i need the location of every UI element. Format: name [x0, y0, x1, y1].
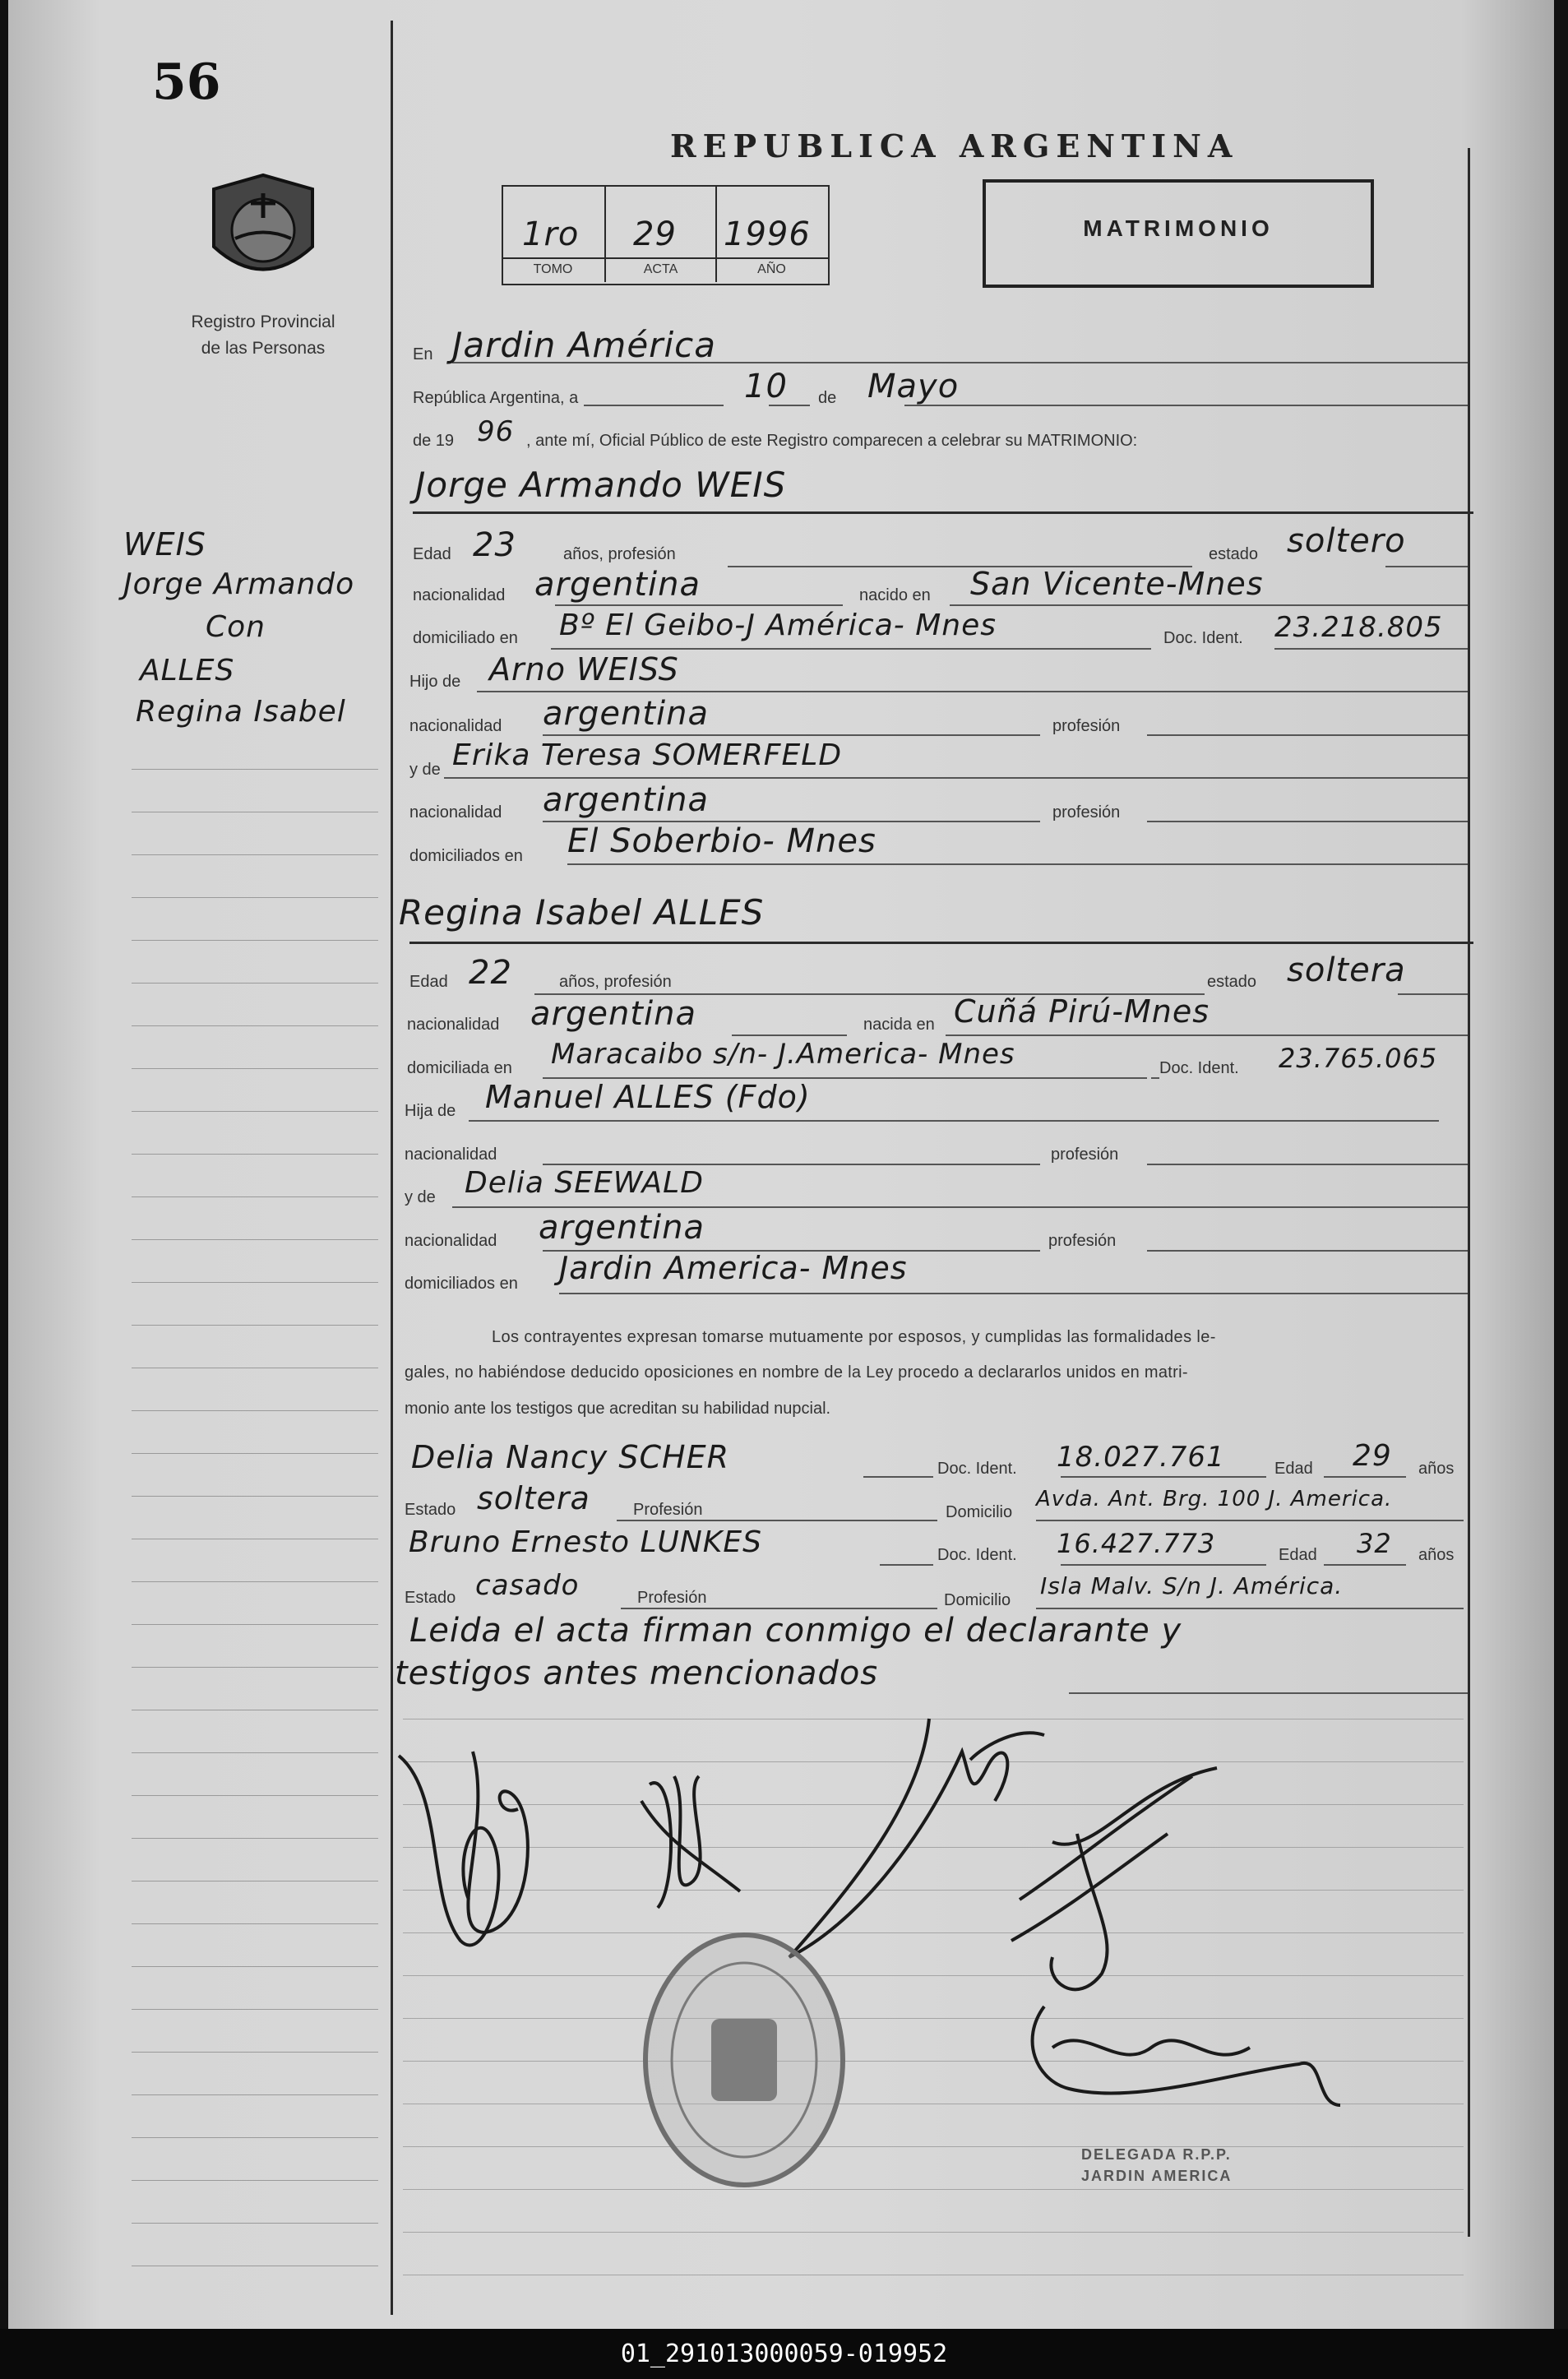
declaration-line2: gales, no habiéndose deducido oposiciones en nombre de la Ley procedo a declararlos unidos en matri-: [405, 1363, 1188, 1382]
bride-estado-label: estado: [1207, 973, 1257, 991]
form-field-rule: [1324, 1476, 1406, 1478]
registry-seal: [206, 169, 321, 292]
form-field-rule: [1147, 821, 1468, 822]
page-number: 56: [152, 53, 221, 111]
form-field-rule: [950, 604, 1468, 606]
margin-rule: [132, 1923, 378, 1924]
form-field-rule: [1151, 1077, 1159, 1079]
groom-nacionalidad: argentina: [534, 566, 701, 604]
witness2-anos-label: años: [1418, 1546, 1455, 1564]
margin-rule: [132, 1196, 378, 1197]
left-border-rule: [391, 21, 393, 2315]
margin-rule: [132, 1795, 378, 1796]
bride-edad-label: Edad: [409, 973, 448, 991]
margin-rule: [132, 2223, 378, 2224]
bride-profesion-label: años, profesión: [559, 973, 672, 991]
official-seal: [637, 1924, 851, 2196]
form-field-rule: [555, 604, 843, 606]
bride-estado: soltera: [1287, 951, 1406, 989]
form-field-rule: [567, 863, 1468, 865]
bride-edad: 22: [469, 954, 512, 992]
form-field-rule: [732, 1034, 847, 1036]
form-field-rule: [559, 1293, 1468, 1294]
witness1-doc-label: Doc. Ident.: [937, 1460, 1017, 1478]
witness1-estado: soltera: [477, 1480, 590, 1516]
bride-domicilio-label: domiciliada en: [407, 1059, 512, 1077]
witness2-doc-label: Doc. Ident.: [937, 1546, 1017, 1564]
groom-profesion-label: años, profesión: [563, 545, 676, 563]
witness2-domicilio-label: Domicilio: [944, 1591, 1011, 1609]
margin-rule: [132, 983, 378, 984]
en-label: En: [413, 345, 433, 363]
margin-rule: [132, 769, 378, 770]
acta-label: ACTA: [643, 262, 678, 276]
form-field-rule: [1036, 1608, 1464, 1609]
bride-doc-label: Doc. Ident.: [1159, 1059, 1239, 1077]
groom-doc: 23.218.805: [1274, 611, 1443, 644]
witness2-name: Bruno Ernesto LUNKES: [409, 1525, 762, 1559]
margin-rule: [132, 1838, 378, 1839]
bride-parents-dom-label: domiciliados en: [405, 1275, 518, 1293]
margin-rule: [132, 897, 378, 898]
groom-mother-label: y de: [409, 761, 441, 779]
form-field-rule: [621, 1608, 937, 1609]
margin-rule: [132, 1111, 378, 1112]
form-field-rule: [584, 405, 724, 406]
groom-nacido-label: nacido en: [859, 586, 931, 604]
bride-mother-nac-label: nacionalidad: [405, 1232, 497, 1250]
bride-mother-label: y de: [405, 1188, 436, 1206]
bride-mother-nac: argentina: [539, 1209, 705, 1247]
groom-name: Jorge Armando WEIS: [415, 465, 787, 505]
margin-rule: [132, 854, 378, 855]
groom-father-prof-label: profesión: [1052, 717, 1121, 735]
closing-line2: testigos antes mencionados: [395, 1655, 879, 1692]
margin-note-line5: Regina Isabel: [136, 695, 346, 729]
groom-domicilio-label: domiciliado en: [413, 629, 518, 647]
margin-rule: [132, 940, 378, 941]
groom-doc-label: Doc. Ident.: [1163, 629, 1243, 647]
margin-rule: [132, 2052, 378, 2053]
signature-contrayente: [399, 1752, 528, 1946]
form-field-rule: [1061, 1564, 1266, 1566]
signature-officer: [1033, 2006, 1340, 2105]
signature-area-rule: [403, 2232, 1464, 2233]
declaration-line3: monio ante los testigos que acreditan su habilidad nupcial.: [405, 1400, 831, 1418]
bride-parents-dom: Jardin America- Mnes: [559, 1250, 908, 1286]
margin-note-line1: WEIS: [123, 526, 206, 562]
bride-nacionalidad-label: nacionalidad: [407, 1016, 500, 1034]
form-field-rule: [1036, 1520, 1464, 1521]
tomo-label: TOMO: [533, 262, 573, 276]
groom-nacido: San Vicente-Mnes: [970, 566, 1264, 602]
form-field-rule: [444, 777, 1468, 779]
closing-line1: Leida el acta firman conmigo el declarante y: [409, 1612, 1182, 1650]
bride-doc: 23.765.065: [1279, 1043, 1438, 1074]
bride-section-rule: [409, 942, 1473, 944]
groom-estado-label: estado: [1209, 545, 1259, 563]
groom-father: Arno WEISS: [489, 651, 679, 687]
form-field-rule: [543, 734, 1040, 736]
witness1-profesion-label: Profesión: [633, 1501, 703, 1519]
form-field-rule: [551, 648, 1151, 650]
form-field-rule: [617, 1520, 937, 1521]
groom-edad: 23: [473, 526, 516, 564]
witness2-edad-label: Edad: [1279, 1546, 1317, 1564]
form-field-rule: [880, 1564, 933, 1566]
witness1-edad: 29: [1353, 1439, 1392, 1473]
stamp-line1: DELEGADA R.P.P.: [1081, 2146, 1232, 2163]
margin-rule: [132, 1667, 378, 1668]
witness1-doc: 18.027.761: [1057, 1441, 1225, 1474]
bride-nacionalidad: argentina: [530, 995, 696, 1033]
year-suffix: 96: [477, 415, 515, 448]
margin-note-line4: ALLES: [140, 654, 235, 687]
form-field-rule: [477, 691, 1468, 692]
margin-rule: [132, 1624, 378, 1625]
bride-mother-prof-label: profesión: [1048, 1232, 1117, 1250]
day: 10: [744, 368, 788, 405]
bride-nacida-label: nacida en: [863, 1016, 935, 1034]
margin-rule: [132, 1966, 378, 1967]
bride-father: Manuel ALLES (Fdo): [485, 1079, 811, 1115]
intro-text: , ante mí, Oficial Público de este Registro comparecen a celebrar su MATRIMONIO:: [526, 432, 1138, 450]
tomo-value: 1ro: [522, 215, 580, 253]
margin-rule: [132, 1282, 378, 1283]
groom-father-nac-label: nacionalidad: [409, 717, 502, 735]
bride-father-label: Hija de: [405, 1102, 456, 1120]
groom-mother-nac-label: nacionalidad: [409, 803, 502, 822]
country-title: REPUBLICA ARGENTINA: [670, 127, 1239, 164]
margin-note-line3: Con: [206, 610, 266, 644]
margin-rule: [132, 1154, 378, 1155]
bride-mother: Delia SEEWALD: [465, 1166, 704, 1200]
ano-value: 1996: [724, 215, 811, 253]
place: Jardin América: [452, 325, 716, 365]
signatures: [395, 1694, 1464, 2155]
witness2-domicilio: Isla Malv. S/n J. América.: [1040, 1572, 1344, 1599]
bride-name: Regina Isabel ALLES: [399, 892, 765, 933]
witness1-edad-label: Edad: [1274, 1460, 1313, 1478]
margin-rule: [132, 1410, 378, 1411]
groom-parents-dom: El Soberbio- Mnes: [567, 822, 877, 860]
right-border-rule: [1468, 148, 1470, 2237]
form-field-rule: [1147, 734, 1468, 736]
stamp-line2: JARDIN AMERICA: [1081, 2168, 1233, 2184]
form-field-rule: [1147, 1250, 1468, 1252]
form-field-rule: [452, 1206, 1468, 1208]
groom-mother-prof-label: profesión: [1052, 803, 1121, 822]
margin-rule: [132, 1025, 378, 1026]
form-field-rule: [1398, 993, 1468, 995]
form-field-rule: [946, 1034, 1468, 1036]
form-field-rule: [863, 1476, 933, 1478]
footer-id: 01_291013000059-019952: [0, 2329, 1568, 2379]
witness1-anos-label: años: [1418, 1460, 1455, 1478]
declaration-line1: Los contrayentes expresan tomarse mutuamente por esposos, y cumplidas las formalidades le-: [492, 1328, 1216, 1346]
de-label: de: [818, 389, 837, 407]
document-page: [8, 0, 1554, 2329]
witness2-doc: 16.427.773: [1057, 1528, 1216, 1559]
acta-value: 29: [633, 215, 677, 253]
margin-rule: [132, 1239, 378, 1240]
signature-witness: [789, 1719, 1044, 1957]
margin-rule: [132, 1581, 378, 1582]
witness2-profesion-label: Profesión: [637, 1589, 707, 1607]
witness1-domicilio: Avda. Ant. Brg. 100 J. America.: [1036, 1487, 1393, 1511]
groom-nacionalidad-label: nacionalidad: [413, 586, 506, 604]
form-field-rule: [904, 405, 1468, 406]
form-field-rule: [469, 1120, 1439, 1122]
republic-label: República Argentina, a: [413, 389, 579, 407]
groom-mother-nac: argentina: [543, 781, 709, 819]
margin-rule: [132, 2094, 378, 2095]
signature-area-rule: [403, 2189, 1464, 2190]
year-prefix: de 19: [413, 432, 455, 450]
registry-name-line2: de las Personas: [201, 339, 326, 358]
form-field-rule: [1147, 1164, 1468, 1165]
margin-rule: [132, 2009, 378, 2010]
witness1-estado-label: Estado: [405, 1501, 456, 1519]
groom-domicilio: Bº El Geibo-J América- Mnes: [559, 609, 997, 642]
bride-domicilio: Maracaibo s/n- J.America- Mnes: [551, 1038, 1015, 1071]
witness2-edad: 32: [1357, 1528, 1392, 1559]
margin-rule: [132, 2137, 378, 2138]
margin-rule: [132, 1453, 378, 1454]
bride-father-prof-label: profesión: [1051, 1146, 1119, 1164]
margin-rule: [132, 1752, 378, 1753]
bride-nacida: Cuñá Pirú-Mnes: [954, 993, 1210, 1030]
bride-father-nac-label: nacionalidad: [405, 1146, 497, 1164]
groom-section-rule: [413, 511, 1473, 514]
margin-rule: [132, 1068, 378, 1069]
form-field-rule: [1324, 1564, 1406, 1566]
margin-rule: [132, 1496, 378, 1497]
groom-mother: Erika Teresa SOMERFELD: [452, 738, 843, 772]
witness2-estado: casado: [475, 1569, 580, 1602]
margin-rule: [132, 1325, 378, 1326]
record-type: MATRIMONIO: [1083, 215, 1274, 241]
margin-rule: [132, 2180, 378, 2181]
ano-label: AÑO: [757, 262, 786, 276]
month: Mayo: [867, 368, 960, 405]
record-box-divider: [502, 257, 828, 259]
groom-edad-label: Edad: [413, 545, 451, 563]
registry-name-line1: Registro Provincial: [191, 312, 335, 331]
groom-father-nac: argentina: [543, 695, 709, 733]
form-field-rule: [1061, 1476, 1266, 1478]
form-field-rule: [1274, 648, 1468, 650]
groom-father-label: Hijo de: [409, 673, 461, 691]
form-field-rule: [543, 1164, 1040, 1165]
witness1-domicilio-label: Domicilio: [946, 1503, 1013, 1521]
margin-note-line2: Jorge Armando: [123, 567, 355, 601]
form-field-rule: [1385, 566, 1468, 567]
signature-contrayente: [641, 1776, 740, 1908]
groom-parents-dom-label: domiciliados en: [409, 847, 523, 865]
signature-witness: [1011, 1768, 1217, 1989]
groom-estado: soltero: [1287, 522, 1406, 560]
witness1-name: Delia Nancy SCHER: [411, 1439, 730, 1475]
witness2-estado-label: Estado: [405, 1589, 456, 1607]
